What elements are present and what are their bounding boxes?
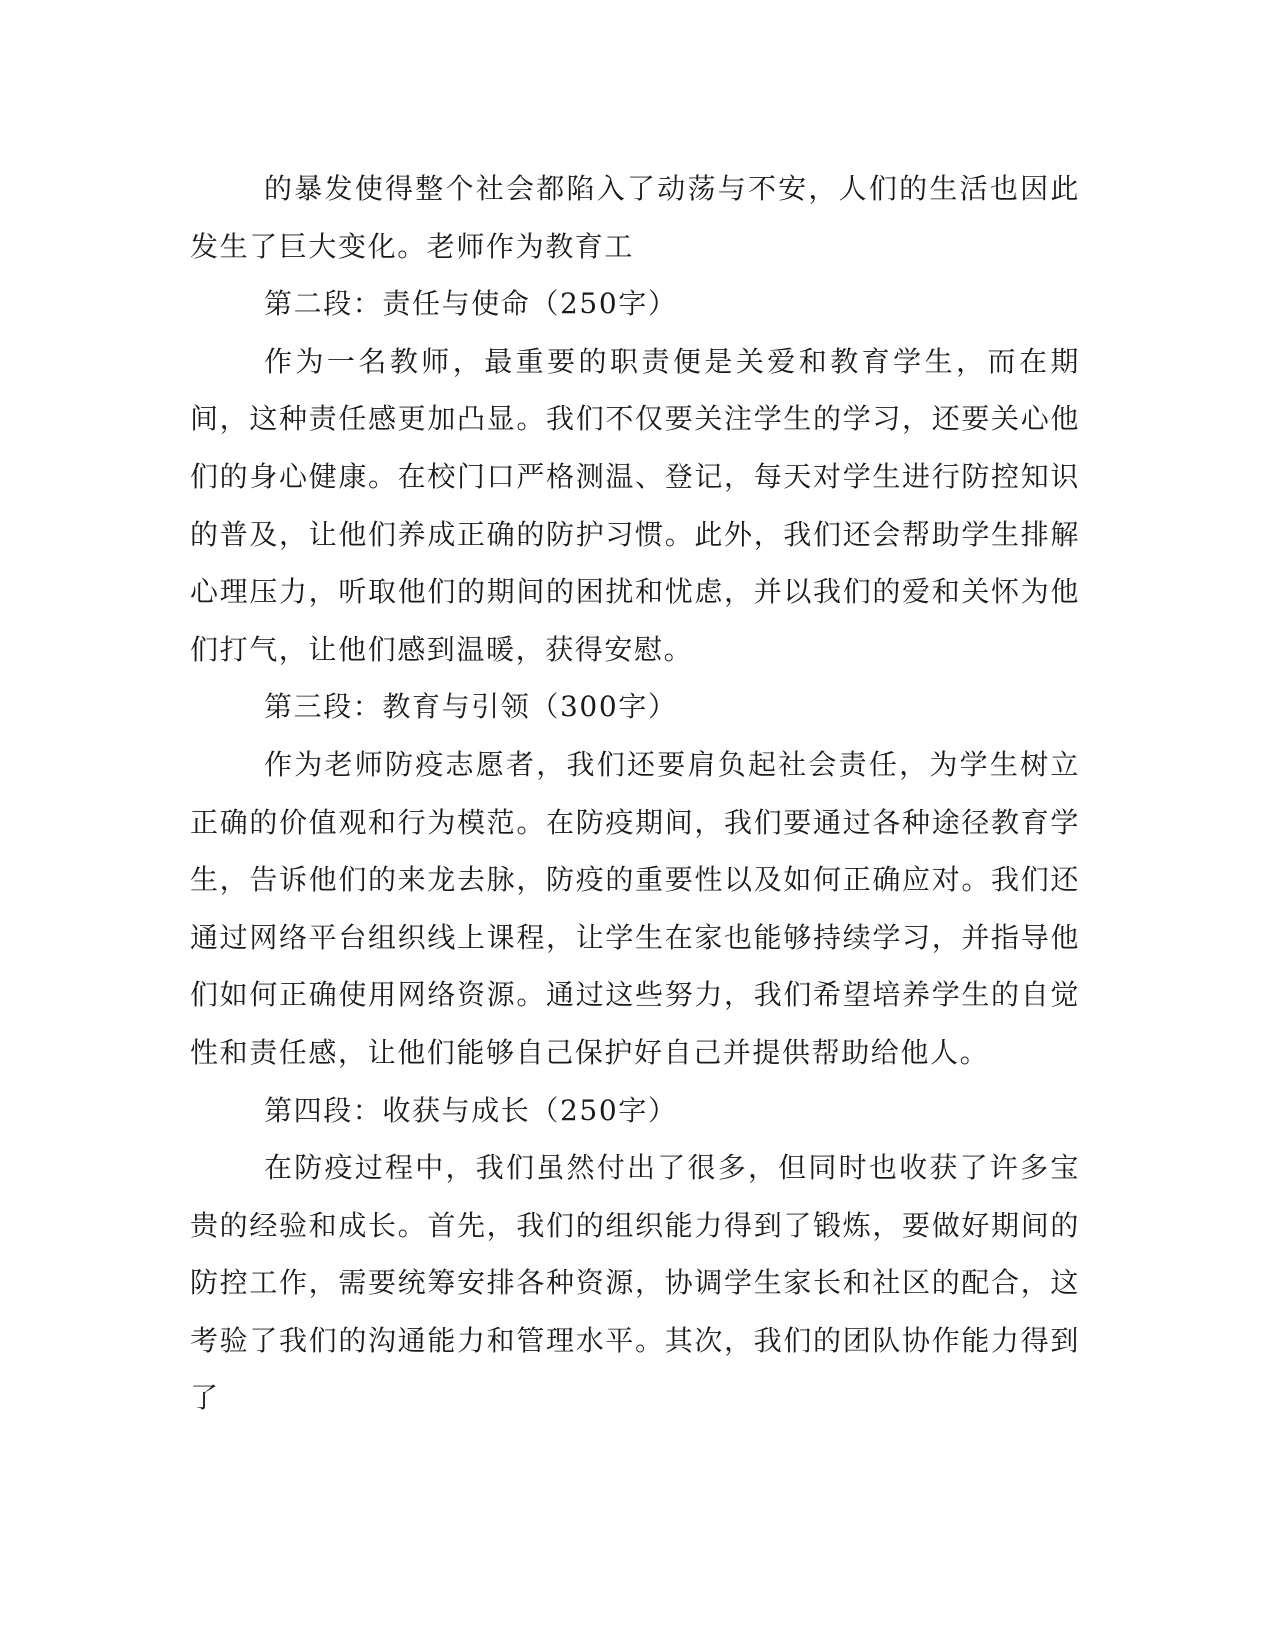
paragraph-intro-continuation: 的暴发使得整个社会都陷入了动荡与不安，人们的生活也因此发生了巨大变化。老师作为教育工: [190, 172, 1080, 263]
document-body: [190, 160, 1080, 1427]
section-heading-2: 第二段：责任与使命（250字）: [264, 287, 678, 321]
section-heading-4: 第四段：收获与成长（250字）: [264, 1093, 678, 1127]
paragraph-responsibility: 作为一名教师，最重要的职责便是关爱和教育学生，而在期间，这种责任感更加凸显。我们不仅要关注学生的学习，还要关心他们的身心健康。在校门口严格测温、登记，每天对学生进行防控知识的普及，让他们养成正确的防护习惯。此外，我们还会帮助学生排解心理压力，听取他们的期间的困扰和忧虑，并以我们的爱和关怀为他们打气，让他们感到温暖，获得安慰。: [190, 344, 1080, 666]
section-heading-3: 第三段：教育与引领（300字）: [264, 690, 678, 724]
paragraph-growth: 在防疫过程中，我们虽然付出了很多，但同时也收获了许多宝贵的经验和成长。首先，我们的组织能力得到了锻炼，要做好期间的防控工作，需要统筹安排各种资源，协调学生家长和社区的配合，这考验了我们的沟通能力和管理水平。其次，我们的团队协作能力得到了: [190, 1151, 1080, 1415]
paragraph-education: 作为老师防疫志愿者，我们还要肩负起社会责任，为学生树立正确的价值观和行为模范。在防疫期间，我们要通过各种途径教育学生，告诉他们的来龙去脉，防疫的重要性以及如何正确应对。我们还通过网络平台组织线上课程，让学生在家也能够持续学习，并指导他们如何正确使用网络资源。通过这些努力，我们希望培养学生的自觉性和责任感，让他们能够自己保护好自己并提供帮助给他人。: [190, 747, 1080, 1069]
